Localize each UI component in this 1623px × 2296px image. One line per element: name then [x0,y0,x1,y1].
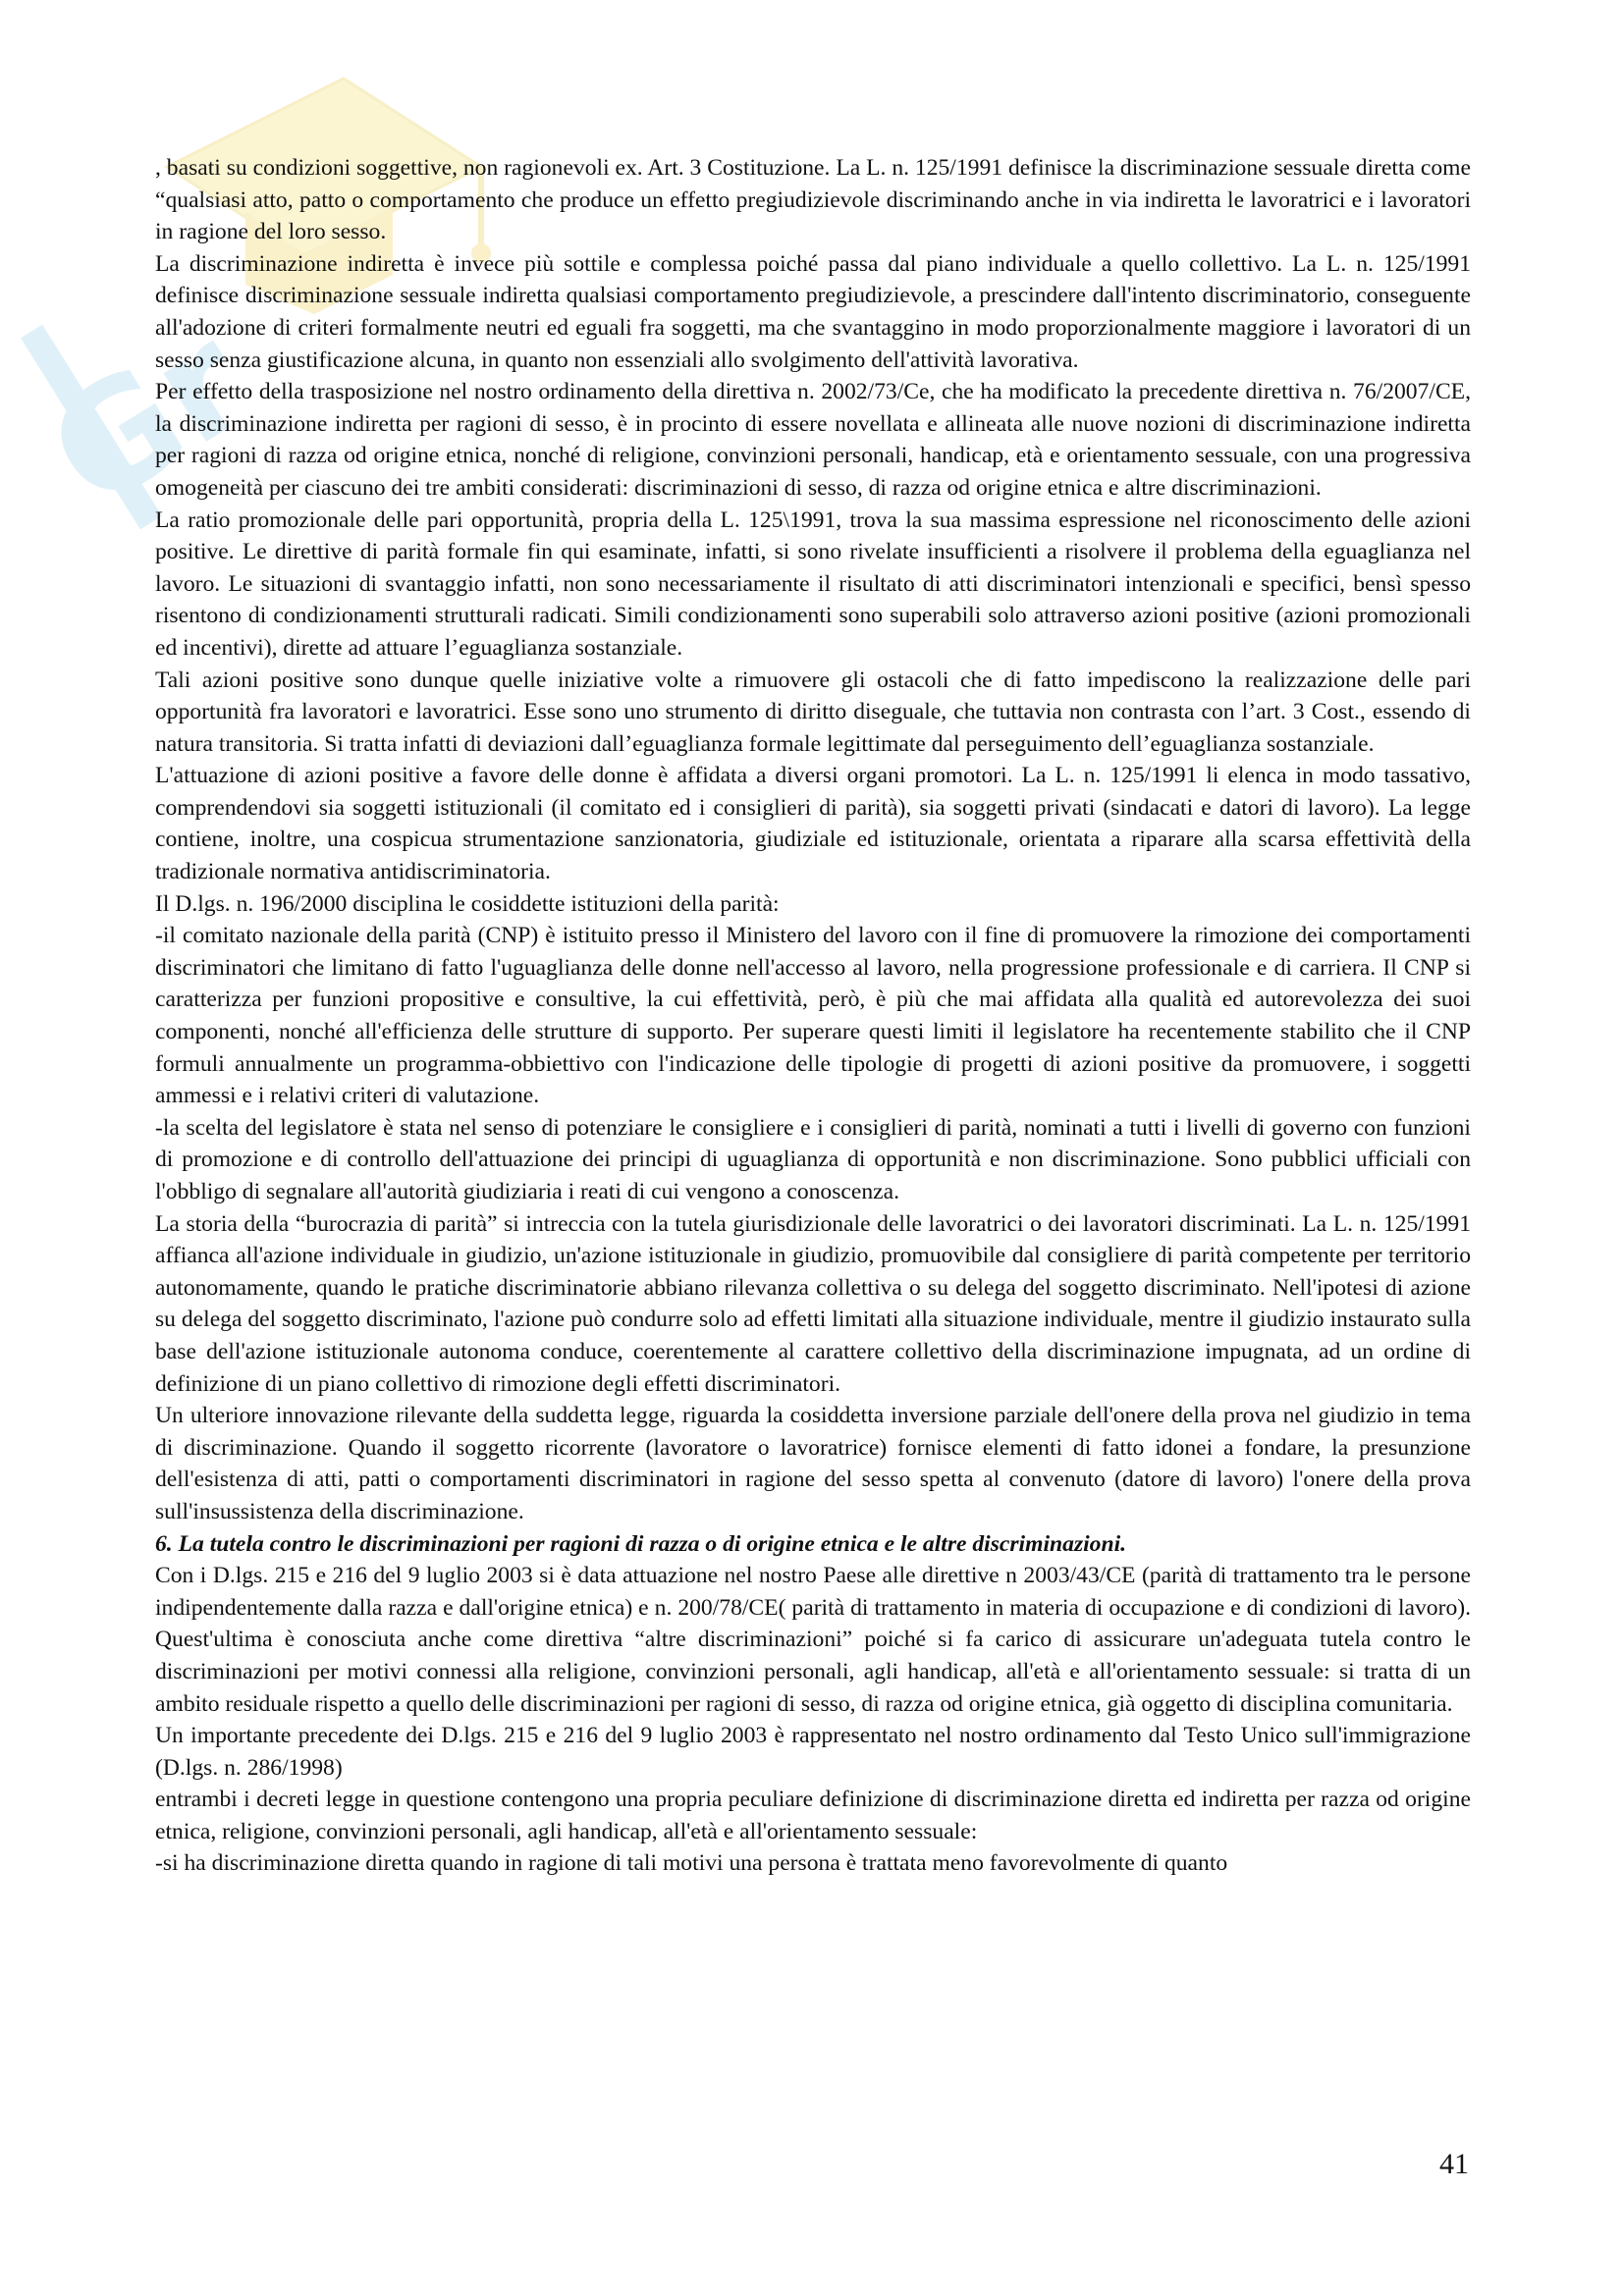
paragraph: -si ha discriminazione diretta quando in ragione di tali motivi una persona è trattata meno favorevolmente di quanto [155,1850,1228,1877]
paragraph: Tali azioni positive sono dunque quelle iniziative volte a rimuovere gli ostacoli che di fatto impediscono la realizzazione delle pari opportunità fra lavoratori e lavoratrici. Esse sono uno strumento di diritto diseguale, che tuttavia non contrasta con l’art. 3 Cost., essendo di natura transitoria. Si tratta infatti di deviazioni dall’eguaglianza formale legittimate dal perseguimento dell’eguaglianza sostanziale. [155,667,1471,757]
paragraph: , basati su condizioni soggettive, non ragionevoli ex. Art. 3 Costituzione. La L. n. 125/1991 definisce la discriminazione sessuale diretta come “qualsiasi atto, patto o comportamento che produce un effetto pregiudizievole discriminando anche in via indiretta le lavoratrici e i lavoratori in ragione del loro sesso. [155,155,1471,245]
section-heading: 6. La tutela contro le discriminazioni per ragioni di razza o di origine etnica e le altre discriminazioni. [155,1530,1127,1557]
paragraph: L'attuazione di azioni positive a favore delle donne è affidata a diversi organi promotori. La L. n. 125/1991 li elenca in modo tassativo, comprendendovi sia soggetti istituzionali (il comitato ed i consiglieri di parità), sia soggetti privati (sindacati e datori di lavoro). La legge contiene, inoltre, una cospicua strumentazione sanzionatoria, giudiziale ed istituzionale, orientata a riparare alla scarsa effettività della tradizionale normativa antidiscriminatoria. [155,763,1471,885]
paragraph: La ratio promozionale delle pari opportunità, propria della L. 125\1991, trova la sua massima espressione nel riconoscimento delle azioni positive. Le direttive di parità formale fin qui esaminate, infatti, si sono rivelate insufficienti a risolvere il problema della eguaglianza nel lavoro. Le situazioni di svantaggio infatti, non sono necessariamente il risultato di atti discriminatori intenzionali e specifici, bensì spesso risentono di condizionamenti strutturali radicati. Simili condizionamenti sono superabili solo attraverso azioni positive (azioni promozionali ed incentivi), dirette ad attuare l’eguaglianza sostanziale. [155,507,1471,661]
paragraph: Per effetto della trasposizione nel nostro ordinamento della direttiva n. 2002/73/Ce, che ha modificato la precedente direttiva n. 76/2007/CE, la discriminazione indiretta per ragioni di sesso, è in procinto di essere novellata e allineata alle nuove nozioni di discriminazione indiretta per ragioni di razza od origine etnica, nonché di religione, convinzioni personali, handicap, età e orientamento sessuale, con una progressiva omogeneità per ciascuno dei tre ambiti considerati: discriminazioni di sesso, di razza od origine etnica e altre discriminazioni. [155,379,1471,501]
paragraph: Il D.lgs. n. 196/2000 disciplina le cosiddette istituzioni della parità: [155,890,780,917]
document-body [155,152,1471,1880]
svg-text:Gr: Gr [21,294,277,543]
paragraph: Un importante precedente dei D.lgs. 215 e 216 del 9 luglio 2003 è rappresentato nel nostro ordinamento dal Testo Unico sull'immigrazione (D.lgs. n. 286/1998) [155,1723,1471,1781]
paragraph: -la scelta del legislatore è stata nel senso di potenziare le consigliere e i consiglieri di parità, nominati a tutti i livelli di governo con funzioni di promozione e di controllo dell'attuazione dei principi di uguaglianza di opportunità e non discriminazione. Sono pubblici ufficiali con l'obbligo di segnalare all'autorità giudiziaria i reati di cui vengono a conoscenza. [155,1114,1471,1204]
paragraph: Con i D.lgs. 215 e 216 del 9 luglio 2003 si è data attuazione nel nostro Paese alle direttive n 2003/43/CE (parità di trattamento tra le persone indipendentemente dalla razza e dall'origine etnica) e n. 200/78/CE( parità di trattamento in materia di occupazione e di condizioni di lavoro). Quest'ultima è conosciuta anche come direttiva “altre discriminazioni” poiché si fa carico di assicurare un'adeguata tutela contro le discriminazioni per motivi connessi alla religione, convinzioni personali, agli handicap, all'età e all'orientamento sessuale: si tratta di un ambito residuale rispetto a quello delle discriminazioni per ragioni di sesso, di razza od origine etnica, già oggetto di disciplina comunitaria. [155,1563,1471,1717]
paragraph: La discriminazione indiretta è invece più sottile e complessa poiché passa dal piano individuale a quello collettivo. La L. n. 125/1991 definisce discriminazione sessuale indiretta qualsiasi comportamento pregiudizievole, a prescindere dall'intento discriminatorio, conseguente all'adozione di criteri formalmente neutri ed eguali fra soggetti, ma che svantaggino in modo proporzionalmente maggiore i lavoratori di un sesso senza giustificazione alcuna, in quanto non essenziali allo svolgimento dell'attività lavorativa. [155,250,1471,373]
paragraph: -il comitato nazionale della parità (CNP) è istituito presso il Ministero del lavoro con il fine di promuovere la rimozione dei comportamenti discriminatori che limitano di fatto l'uguaglianza delle donne nell'accesso al lavoro, nella progressione professionale e di carriera. Il CNP si caratterizza per funzioni propositive e consultive, la cui effettività, però, è più che mai affidata alla qualità ed autorevolezza dei suoi componenti, nonché all'efficienza delle strutture di supporto. Per superare questi limiti il legislatore ha recentemente stabilito che il CNP formuli annualmente un programma-obbiettivo con l'indicazione delle tipologie di progetti di azioni positive da promuovere, i soggetti ammessi e i relativi criteri di valutazione. [155,923,1471,1109]
paragraph: La storia della “burocrazia di parità” si intreccia con la tutela giurisdizionale delle lavoratrici o dei lavoratori discriminati. La L. n. 125/1991 affianca all'azione individuale in giudizio, un'azione istituzionale in giudizio, promuovibile dal consigliere di parità competente per territorio autonomamente, quando le pratiche discriminatorie abbiano rilevanza collettiva o su delega del soggetto discriminato. Nell'ipotesi di azione su delega del soggetto discriminato, l'azione può condurre solo ad effetti limitati alla situazione individuale, mentre il giudizio instaurato sulla base dell'azione istituzionale autonoma conduce, coerentemente al carattere collettivo della discriminazione impugnata, ad un ordine di definizione di un piano collettivo di rimozione degli effetti discriminatori. [155,1210,1471,1397]
paragraph: entrambi i decreti legge in questione contengono una propria peculiare definizione di discriminazione diretta ed indiretta per razza od origine etnica, religione, convinzioni personali, agli handicap, all'età e all'orientamento sessuale: [155,1787,1471,1844]
page-number: 41 [1439,2148,1469,2180]
paragraph: Un ulteriore innovazione rilevante della suddetta legge, riguarda la cosiddetta inversione parziale dell'onere della prova nel giudizio in tema di discriminazione. Quando il soggetto ricorrente (lavoratore o lavoratrice) fornisce elementi di fatto idonei a fondare, la presunzione dell'esistenza di atti, patti o comportamenti discriminatori in ragione del sesso spetta al convenuto (datore di lavoro) l'onere della prova sull'insussistenza della discriminazione. [155,1403,1471,1524]
